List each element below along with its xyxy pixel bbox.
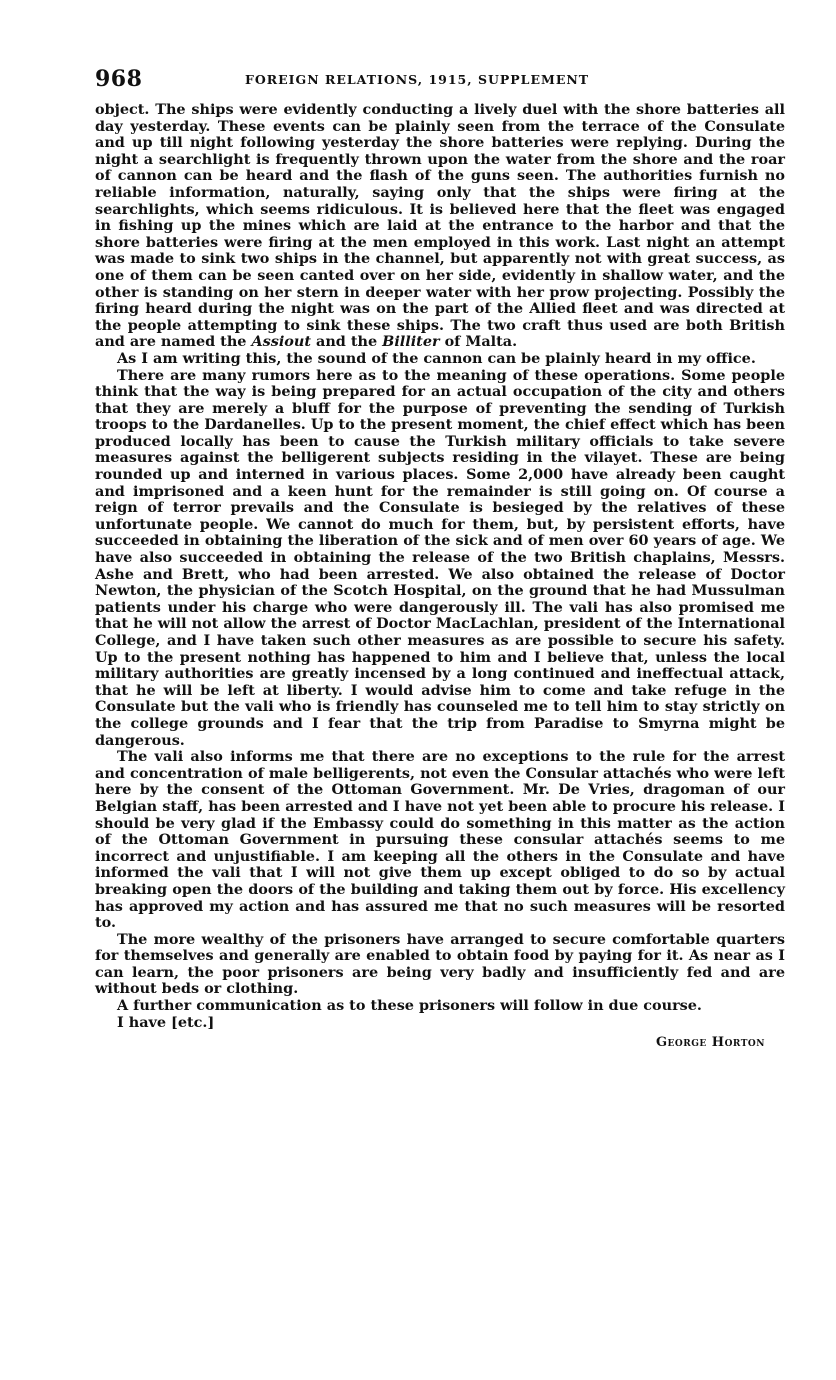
paragraph-1: object. The ships were evidently conducting a lively duel with the shore batteries all day yesterday. These events can be plainly seen from the terrace of the Consulate and up till night following yesterday the shore batteries were replying. During the night a searchlight is frequently thrown upon the water from the shore and the roar of cannon can be heard and the flash of the guns seen. The authorities furnish no reliable information, naturally, saying only that the ships were firing at the searchlights, which seems ridiculous. It is believed here that the fleet was engaged in fishing up the mines which are laid at the entrance to the harbor and that the shore batteries were firing at the men employed in this work. Last night an attempt was made to sink two ships in the channel, but apparently not with great success, as one of them can be seen canted over on her side, evidently in shallow water, and the other is standing on her stern in deeper water with her prow projecting. Possibly the firing heard during the night was on the part of the Allied fleet and was directed at the people attempting to sink these ships. The two craft thus used are both British and are named the Assiout and the Billiter of Malta.	[95, 101, 785, 351]
ship-name-billiter: Billiter	[382, 333, 440, 351]
letter-body	[95, 102, 785, 1031]
paragraph-2: As I am writing this, the sound of the cannon can be plainly heard in my office.	[117, 349, 756, 367]
paragraph-5: The more wealthy of the prisoners have arranged to secure comfortable quarters for themselves and generally are enabled to obtain food by paying for it. As near as I can learn, the poor prisoners are being very badly and insufficiently fed and are without beds or clothing.	[95, 930, 785, 998]
paragraph-3: There are many rumors here as to the meaning of these operations. Some people think that the way is being prepared for an actual occupation of the city and others that they are merely a bluff for the purpose of preventing the sending of Turkish troops to the Dardanelles. Up to the present moment, the chief effect which has been produced locally has been to cause the Turkish military officials to take severe measures against the belligerent subjects residing in the vilayet. These are being rounded up and interned in various places. Some 2,000 have already been caught and imprisoned and a keen hunt for the remainder is still going on. Of course a reign of terror prevails and the Consulate is besieged by the relatives of these unfortunate people. We cannot do much for them, but, by persistent efforts, have succeeded in obtaining the liberation of the sick and of men over 60 years of age. We have also succeeded in obtaining the release of the two British chaplains, Messrs. Ashe and Brett, who had been arrested. We also obtained the release of Doctor Newton, the physician of the Scotch Hospital, on the ground that he had Mussulman patients under his charge who were dangerously ill. The vali has also promised me that he will not allow the arrest of Doctor MacLachlan, president of the International College, and I have taken such other measures as are possible to secure his safety. Up to the present nothing has happened to him and I believe that, unless the local military authorities are greatly incensed by a long continued and ineffectual attack, that he will be left at liberty. I would advise him to come and take refuge in the Consulate but the vali who is friendly has counseled me to tell him to stay strictly on the college grounds and I fear that the trip from Paradise to Smyrna might be dangerous.	[95, 366, 785, 749]
page-number: 968	[95, 66, 143, 92]
ship-name-assiout: Assiout	[251, 333, 311, 351]
paragraph-6: A further communication as to these prisoners will follow in due course.	[117, 997, 702, 1015]
running-title: FOREIGN RELATIONS, 1915, SUPPLEMENT	[245, 72, 590, 87]
closing: I have [etc.]	[117, 1013, 215, 1031]
page-header	[95, 66, 785, 102]
signature: George Horton	[655, 1035, 765, 1051]
document-page	[95, 66, 785, 1050]
paragraph-4: The vali also informs me that there are no exceptions to the rule for the arrest and concentration of male belligerents, not even the Consular attachés who were left here by the consent of the Ottoman Government. Mr. De Vries, dragoman of our Belgian staff, has been arrested and I have not yet been able to procure his release. I should be very glad if the Embassy could do something in this matter as the action of the Ottoman Government in pursuing these consular attachés seems to me incorrect and unjustifiable. I am keeping all the others in the Consulate and have informed the vali that I will not give them up except obliged to do so by actual breaking open the doors of the building and taking them out by force. His excellency has approved my action and has assured me that no such measures will be resorted to.	[95, 748, 785, 932]
